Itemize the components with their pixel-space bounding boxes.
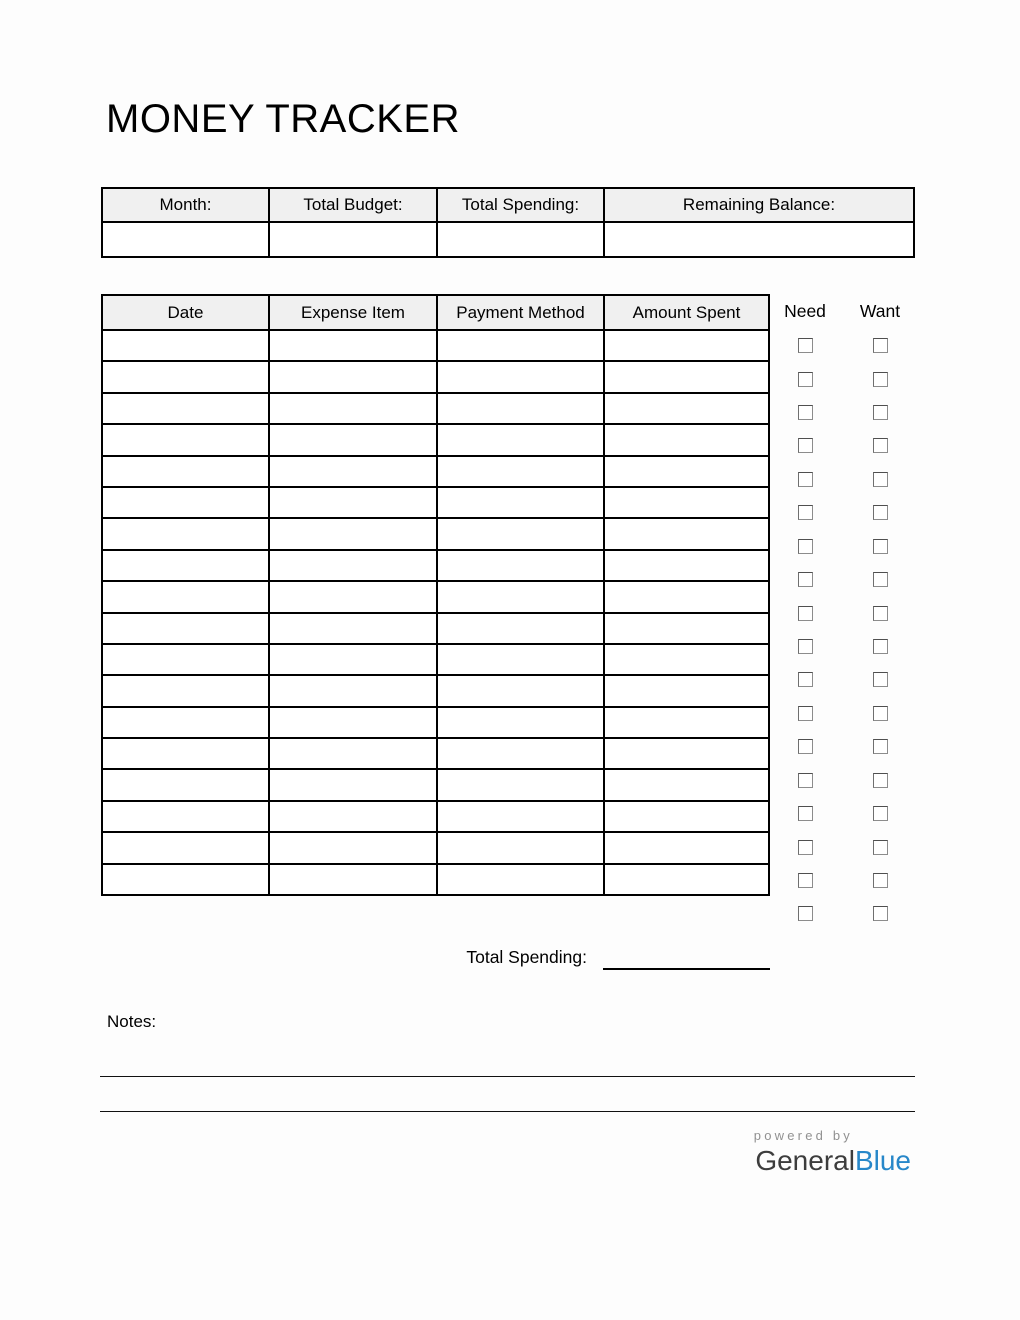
expense-date-field[interactable] xyxy=(102,581,269,612)
want-checkbox[interactable] xyxy=(873,505,888,520)
expense-amount-field[interactable] xyxy=(604,581,769,612)
want-checkbox-cell xyxy=(845,630,915,663)
expense-date-field[interactable] xyxy=(102,644,269,675)
expense-item-field[interactable] xyxy=(269,832,437,863)
want-checkbox-cell xyxy=(845,496,915,529)
expense-section xyxy=(101,294,915,931)
need-checkbox[interactable] xyxy=(798,405,813,420)
expense-row xyxy=(102,769,769,800)
expense-row xyxy=(102,644,769,675)
want-checkbox-cell xyxy=(845,329,915,362)
expense-item-field[interactable] xyxy=(269,738,437,769)
want-checkbox-cell xyxy=(845,463,915,496)
expense-amount-field[interactable] xyxy=(604,330,769,361)
expense-row xyxy=(102,581,769,612)
want-checkbox-cell xyxy=(845,897,915,930)
need-checkbox-cell xyxy=(770,396,840,429)
want-checkbox[interactable] xyxy=(873,572,888,587)
expense-method-field[interactable] xyxy=(437,644,604,675)
expense-amount-field[interactable] xyxy=(604,738,769,769)
want-checkbox[interactable] xyxy=(873,405,888,420)
summary-total-budget-field[interactable] xyxy=(269,222,437,257)
expense-date-field[interactable] xyxy=(102,801,269,832)
expense-method-field[interactable] xyxy=(437,487,604,518)
expense-header-item: Expense Item xyxy=(269,295,437,330)
want-checkbox[interactable] xyxy=(873,472,888,487)
expense-item-field[interactable] xyxy=(269,613,437,644)
expense-method-field[interactable] xyxy=(437,550,604,581)
expense-item-field[interactable] xyxy=(269,550,437,581)
expense-amount-field[interactable] xyxy=(604,832,769,863)
notes-write-line-2[interactable] xyxy=(100,1111,915,1112)
expense-method-field[interactable] xyxy=(437,456,604,487)
want-checkbox[interactable] xyxy=(873,739,888,754)
brand-general-text: General xyxy=(755,1145,855,1176)
expense-row xyxy=(102,393,769,424)
need-checkbox-cell xyxy=(770,429,840,462)
expense-method-field[interactable] xyxy=(437,613,604,644)
need-checkbox-cell xyxy=(770,362,840,395)
want-checkbox[interactable] xyxy=(873,672,888,687)
expense-item-field[interactable] xyxy=(269,487,437,518)
notes-write-line-1[interactable] xyxy=(100,1076,915,1077)
expense-amount-field[interactable] xyxy=(604,518,769,549)
want-checkbox-cell xyxy=(845,429,915,462)
want-checkbox-cell xyxy=(845,730,915,763)
expense-date-field[interactable] xyxy=(102,330,269,361)
want-checkbox[interactable] xyxy=(873,706,888,721)
want-checkbox-cell xyxy=(845,697,915,730)
expense-amount-field[interactable] xyxy=(604,675,769,706)
want-checkbox-cell xyxy=(845,596,915,629)
expense-date-field[interactable] xyxy=(102,769,269,800)
summary-header-total-spending: Total Spending: xyxy=(437,188,604,222)
want-checkbox-cell xyxy=(845,563,915,596)
summary-header-total-budget: Total Budget: xyxy=(269,188,437,222)
expense-row xyxy=(102,456,769,487)
need-checkbox[interactable] xyxy=(798,739,813,754)
need-checkbox[interactable] xyxy=(798,706,813,721)
want-checkbox-cell xyxy=(845,663,915,696)
need-checkbox-cell xyxy=(770,763,840,796)
summary-month-field[interactable] xyxy=(102,222,269,257)
want-column-header: Want xyxy=(859,301,901,321)
brand-wordmark xyxy=(754,1146,911,1177)
expense-header-row xyxy=(102,295,769,330)
want-checkbox[interactable] xyxy=(873,906,888,921)
expense-row xyxy=(102,518,769,549)
need-checkbox[interactable] xyxy=(798,639,813,654)
want-checkbox-list xyxy=(845,329,915,931)
need-checkbox[interactable] xyxy=(798,773,813,788)
notes-label: Notes: xyxy=(107,1012,157,1031)
page-title: MONEY TRACKER xyxy=(106,97,460,141)
need-checkbox[interactable] xyxy=(798,505,813,520)
expense-item-field[interactable] xyxy=(269,393,437,424)
need-checkbox[interactable] xyxy=(798,338,813,353)
expense-date-field[interactable] xyxy=(102,518,269,549)
expense-amount-field[interactable] xyxy=(604,393,769,424)
expense-item-field[interactable] xyxy=(269,769,437,800)
expense-item-field[interactable] xyxy=(269,330,437,361)
expense-date-field[interactable] xyxy=(102,424,269,455)
need-checkbox[interactable] xyxy=(798,372,813,387)
powered-by-text: powered by xyxy=(753,1128,853,1143)
need-checkbox[interactable] xyxy=(798,906,813,921)
expense-date-field[interactable] xyxy=(102,361,269,392)
expense-date-field[interactable] xyxy=(102,613,269,644)
summary-total-spending-field[interactable] xyxy=(437,222,604,257)
expense-method-field[interactable] xyxy=(437,518,604,549)
expense-item-field[interactable] xyxy=(269,864,437,895)
expense-row xyxy=(102,864,769,895)
expense-date-field[interactable] xyxy=(102,738,269,769)
expense-date-field[interactable] xyxy=(102,675,269,706)
generalblue-logo xyxy=(754,1128,911,1177)
expense-method-field[interactable] xyxy=(437,581,604,612)
need-checkbox-list xyxy=(770,329,840,931)
need-checkbox[interactable] xyxy=(798,873,813,888)
need-checkbox-cell xyxy=(770,596,840,629)
expense-row xyxy=(102,424,769,455)
want-checkbox[interactable] xyxy=(873,840,888,855)
expense-method-field[interactable] xyxy=(437,864,604,895)
expense-date-field[interactable] xyxy=(102,550,269,581)
want-checkbox[interactable] xyxy=(873,606,888,621)
expense-row xyxy=(102,613,769,644)
need-checkbox[interactable] xyxy=(798,539,813,554)
want-checkbox-cell xyxy=(845,396,915,429)
expense-item-field[interactable] xyxy=(269,707,437,738)
expense-amount-field[interactable] xyxy=(604,769,769,800)
need-checkbox[interactable] xyxy=(798,806,813,821)
expense-row xyxy=(102,487,769,518)
need-checkbox[interactable] xyxy=(798,840,813,855)
expense-amount-field[interactable] xyxy=(604,864,769,895)
total-spending-label: Total Spending: xyxy=(466,947,587,967)
want-checkbox[interactable] xyxy=(873,438,888,453)
expense-row xyxy=(102,361,769,392)
expense-method-field[interactable] xyxy=(437,832,604,863)
need-checkbox[interactable] xyxy=(798,438,813,453)
want-checkbox-cell xyxy=(845,864,915,897)
need-checkbox[interactable] xyxy=(798,606,813,621)
need-checkbox-cell xyxy=(770,496,840,529)
want-checkbox[interactable] xyxy=(873,806,888,821)
expense-method-field[interactable] xyxy=(437,393,604,424)
need-checkbox-cell xyxy=(770,730,840,763)
expense-amount-field[interactable] xyxy=(604,613,769,644)
want-checkbox-cell xyxy=(845,830,915,863)
expense-item-field[interactable] xyxy=(269,456,437,487)
expense-date-field[interactable] xyxy=(102,707,269,738)
summary-table xyxy=(101,187,915,258)
want-checkbox[interactable] xyxy=(873,338,888,353)
want-checkbox[interactable] xyxy=(873,539,888,554)
want-checkbox[interactable] xyxy=(873,873,888,888)
expense-method-field[interactable] xyxy=(437,675,604,706)
need-checkbox-cell xyxy=(770,563,840,596)
want-checkbox[interactable] xyxy=(873,773,888,788)
summary-header-remaining-balance: Remaining Balance: xyxy=(604,188,914,222)
expense-header-amount-spent: Amount Spent xyxy=(604,295,769,330)
expense-header-payment-method: Payment Method xyxy=(437,295,604,330)
need-checkbox-cell xyxy=(770,463,840,496)
expense-date-field[interactable] xyxy=(102,832,269,863)
expense-header-date: Date xyxy=(102,295,269,330)
want-checkbox-cell xyxy=(845,797,915,830)
expense-amount-field[interactable] xyxy=(604,424,769,455)
expense-amount-field[interactable] xyxy=(604,801,769,832)
expense-item-field[interactable] xyxy=(269,581,437,612)
need-checkbox[interactable] xyxy=(798,572,813,587)
summary-remaining-balance-field[interactable] xyxy=(604,222,914,257)
want-checkbox[interactable] xyxy=(873,639,888,654)
expense-amount-field[interactable] xyxy=(604,456,769,487)
want-checkbox-cell xyxy=(845,530,915,563)
want-checkbox-cell xyxy=(845,362,915,395)
expense-item-field[interactable] xyxy=(269,801,437,832)
expense-method-field[interactable] xyxy=(437,769,604,800)
need-column-header: Need xyxy=(784,301,826,321)
expense-table-body xyxy=(102,330,769,895)
expense-amount-field[interactable] xyxy=(604,707,769,738)
need-checkbox-cell xyxy=(770,329,840,362)
expense-item-field[interactable] xyxy=(269,424,437,455)
expense-row xyxy=(102,832,769,863)
expense-method-field[interactable] xyxy=(437,707,604,738)
expense-method-field[interactable] xyxy=(437,738,604,769)
expense-amount-field[interactable] xyxy=(604,487,769,518)
expense-row xyxy=(102,738,769,769)
total-spending-fill-line[interactable] xyxy=(603,952,770,970)
expense-row xyxy=(102,707,769,738)
brand-blue-text: Blue xyxy=(854,1145,911,1176)
expense-amount-field[interactable] xyxy=(604,644,769,675)
need-checkbox-cell xyxy=(770,864,840,897)
need-checkbox-cell xyxy=(770,797,840,830)
summary-header-row xyxy=(102,188,914,222)
expense-date-field[interactable] xyxy=(102,864,269,895)
need-checkbox-cell xyxy=(770,897,840,930)
expense-table xyxy=(101,294,770,896)
expense-date-field[interactable] xyxy=(102,487,269,518)
need-checkbox-cell xyxy=(770,830,840,863)
expense-item-field[interactable] xyxy=(269,361,437,392)
expense-method-field[interactable] xyxy=(437,424,604,455)
expense-row xyxy=(102,675,769,706)
expense-item-field[interactable] xyxy=(269,518,437,549)
summary-header-month: Month: xyxy=(102,188,269,222)
want-checkbox[interactable] xyxy=(873,372,888,387)
expense-amount-field[interactable] xyxy=(604,361,769,392)
expense-item-field[interactable] xyxy=(269,675,437,706)
need-checkbox-cell xyxy=(770,697,840,730)
need-checkbox[interactable] xyxy=(798,472,813,487)
expense-method-field[interactable] xyxy=(437,801,604,832)
expense-item-field[interactable] xyxy=(269,644,437,675)
expense-row xyxy=(102,801,769,832)
expense-date-field[interactable] xyxy=(102,456,269,487)
expense-method-field[interactable] xyxy=(437,361,604,392)
want-checkbox-cell xyxy=(845,763,915,796)
need-column xyxy=(770,294,840,931)
summary-value-row xyxy=(102,222,914,257)
expense-row xyxy=(102,330,769,361)
need-checkbox-cell xyxy=(770,663,840,696)
need-checkbox-cell xyxy=(770,630,840,663)
expense-row xyxy=(102,550,769,581)
want-column xyxy=(845,294,915,931)
need-checkbox[interactable] xyxy=(798,672,813,687)
need-checkbox-cell xyxy=(770,530,840,563)
expense-date-field[interactable] xyxy=(102,393,269,424)
expense-amount-field[interactable] xyxy=(604,550,769,581)
expense-method-field[interactable] xyxy=(437,330,604,361)
